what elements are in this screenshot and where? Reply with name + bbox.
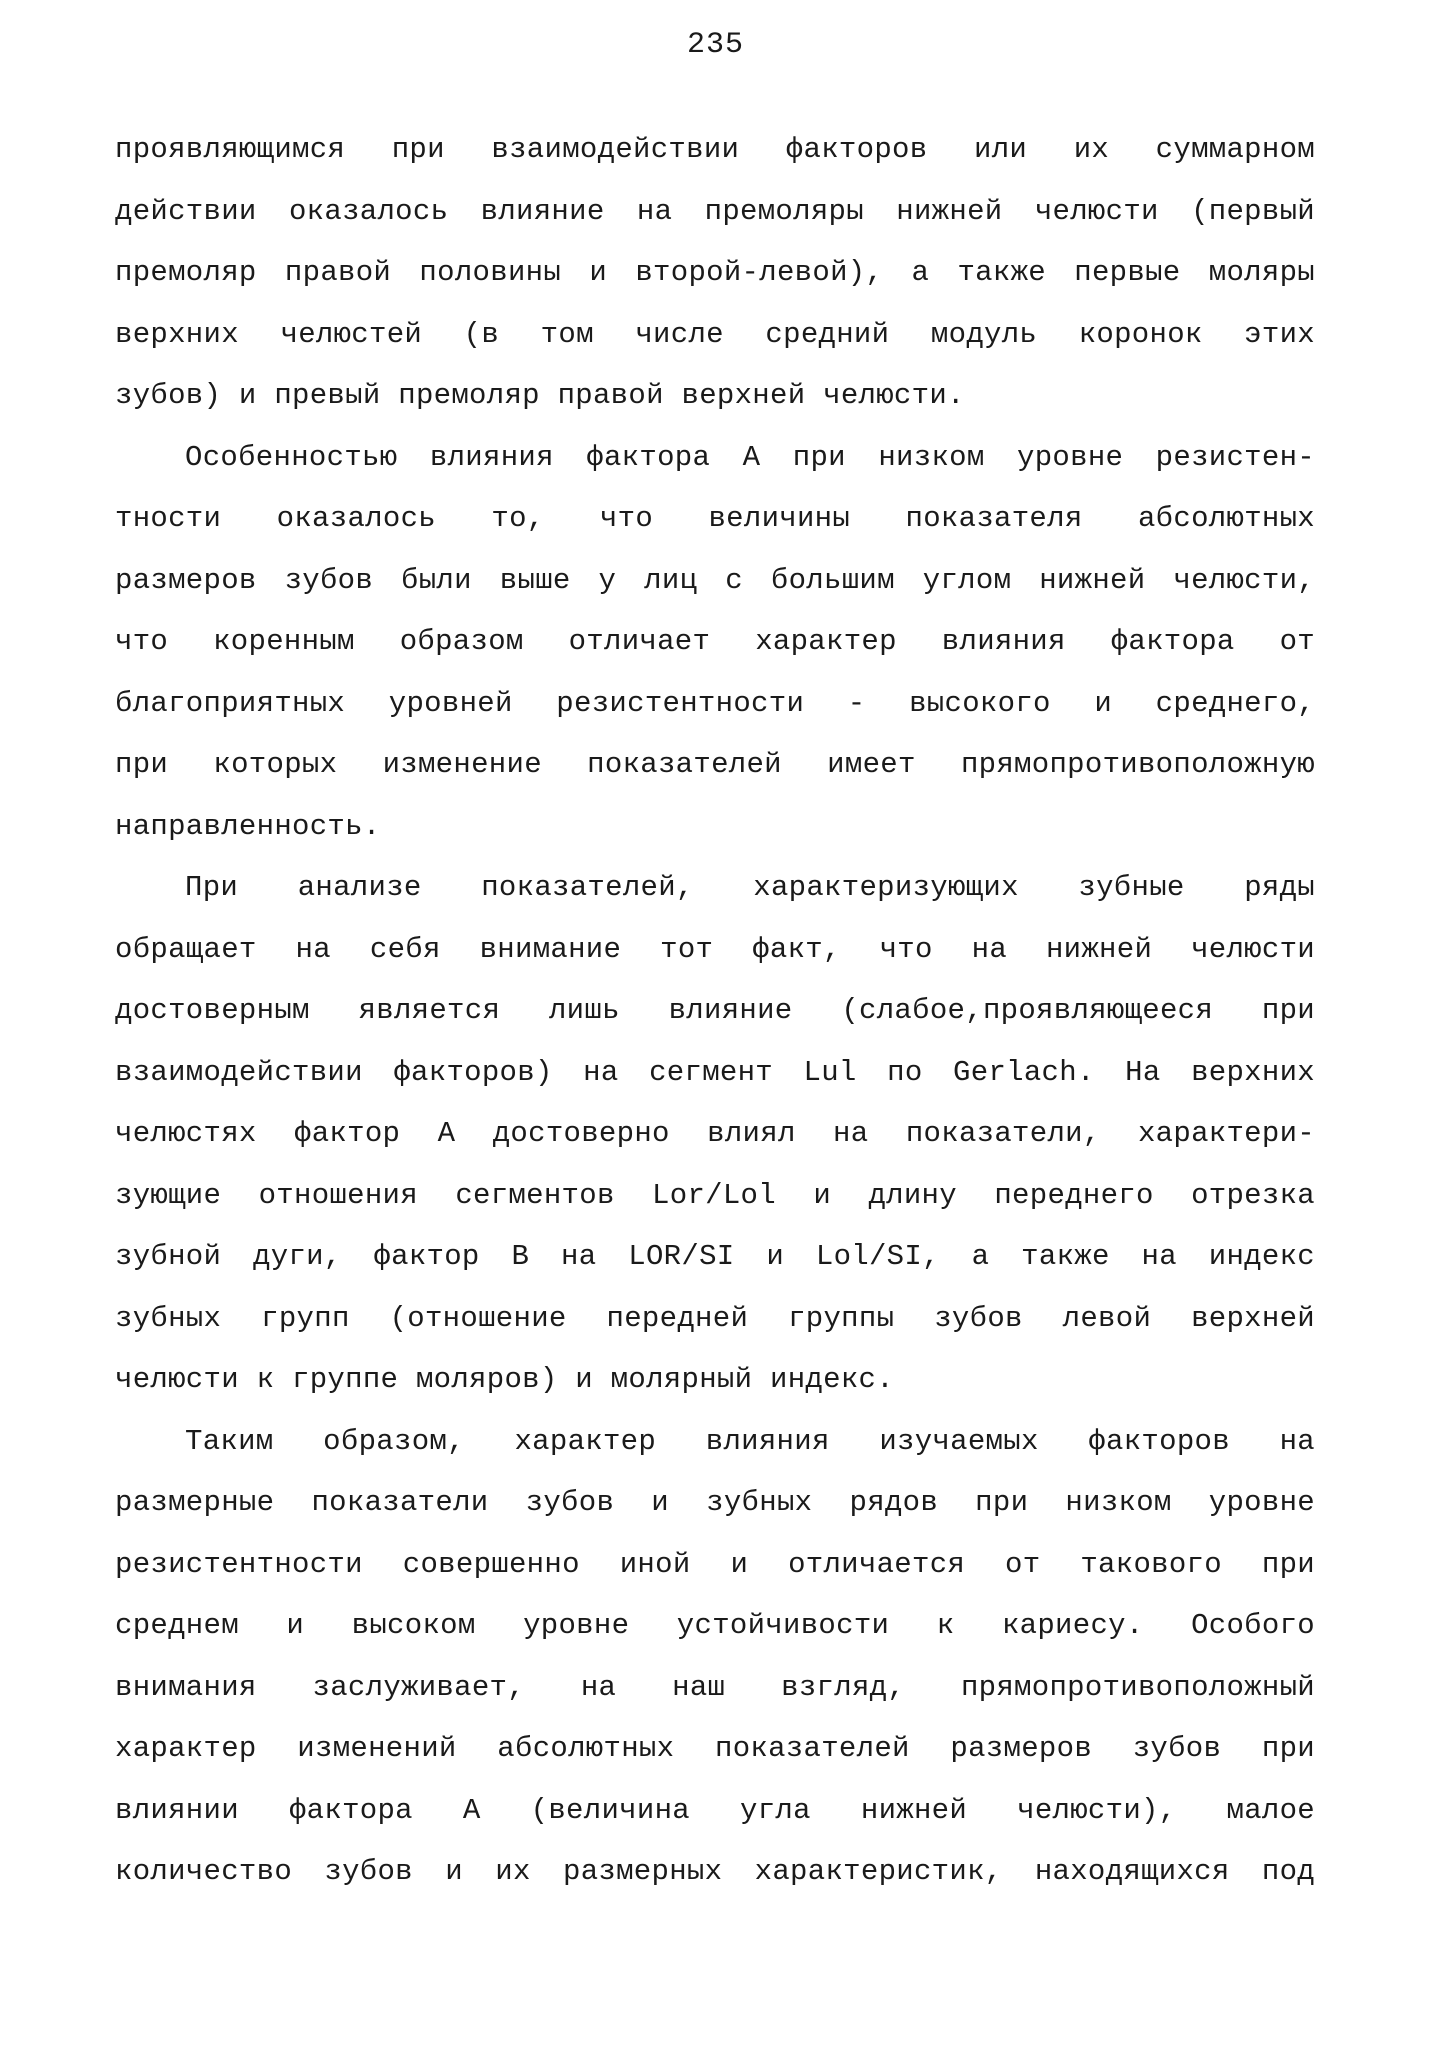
text-line: челюсти к группе моляров) и молярный индекс. (115, 1363, 894, 1396)
text-line: зующие отношения сегментов Lor/Lol и длину переднего отрезка (115, 1178, 1315, 1212)
text-line: премоляр правой половины и второй-левой), а также первые моляры (115, 256, 1315, 289)
text-line: зубов) и превый премоляр правой верхней челюсти. (115, 379, 965, 412)
paragraph (115, 866, 1315, 1420)
text-line: зубной дуги, фактор В на LOR/SI и Lol/SI, а также на индекс (115, 1240, 1315, 1273)
text-line: достоверным является лишь влияние (слабое,проявляющееся при (115, 994, 1315, 1027)
text-line: верхних челюстей (в том числе средний модуль коронок этих (115, 317, 1315, 351)
paragraph (115, 1420, 1315, 1912)
text-line: Таким образом, характер влияния изучаемых факторов на (185, 1424, 1315, 1458)
text-line: размеров зубов были выше у лиц с большим углом нижней челюсти, (115, 563, 1315, 597)
text-line: проявляющимся при взаимодействии факторов или их суммарном (115, 133, 1315, 166)
text-line: Особенностью влияния фактора А при низком уровне резистен- (185, 440, 1315, 474)
text-line: действии оказалось влияние на премоляры нижней челюсти (первый (115, 194, 1315, 228)
text-line: что коренным образом отличает характер влияния фактора от (115, 625, 1315, 658)
text-line: При анализе показателей, характеризующих зубные ряды (185, 871, 1315, 904)
text-line: взаимодействии факторов) на сегмент Lul по Gerlach. На верхних (115, 1055, 1315, 1089)
text-line: при которых изменение показателей имеет прямопротивоположную (115, 748, 1315, 781)
page-number: 235 (686, 28, 744, 62)
text-line: внимания заслуживает, на наш взгляд, прямопротивоположный (115, 1670, 1315, 1704)
text-line: обращает на себя внимание тот факт, что на нижней челюсти (115, 932, 1315, 966)
paragraph (115, 436, 1315, 867)
body-text (115, 128, 1315, 1912)
text-line: среднем и высоком уровне устойчивости к кариесу. Особого (115, 1609, 1315, 1642)
text-line: влиянии фактора А (величина угла нижней челюсти), малое (115, 1793, 1315, 1827)
text-line: резистентности совершенно иной и отличается от такового при (115, 1547, 1315, 1581)
paragraph (115, 128, 1315, 436)
text-line: характер изменений абсолютных показателей размеров зубов при (115, 1732, 1315, 1765)
text-line: направленность. (115, 809, 381, 843)
text-line: количество зубов и их размерных характеристик, находящихся под (115, 1855, 1315, 1888)
text-line: тности оказалось то, что величины показателя абсолютных (115, 502, 1315, 535)
text-line: благоприятных уровней резистентности - высокого и среднего, (115, 686, 1315, 720)
text-line: размерные показатели зубов и зубных рядов при низком уровне (115, 1486, 1315, 1519)
text-line: челюстях фактор А достоверно влиял на показатели, характери- (115, 1117, 1315, 1150)
text-line: зубных групп (отношение передней группы зубов левой верхней (115, 1301, 1315, 1335)
